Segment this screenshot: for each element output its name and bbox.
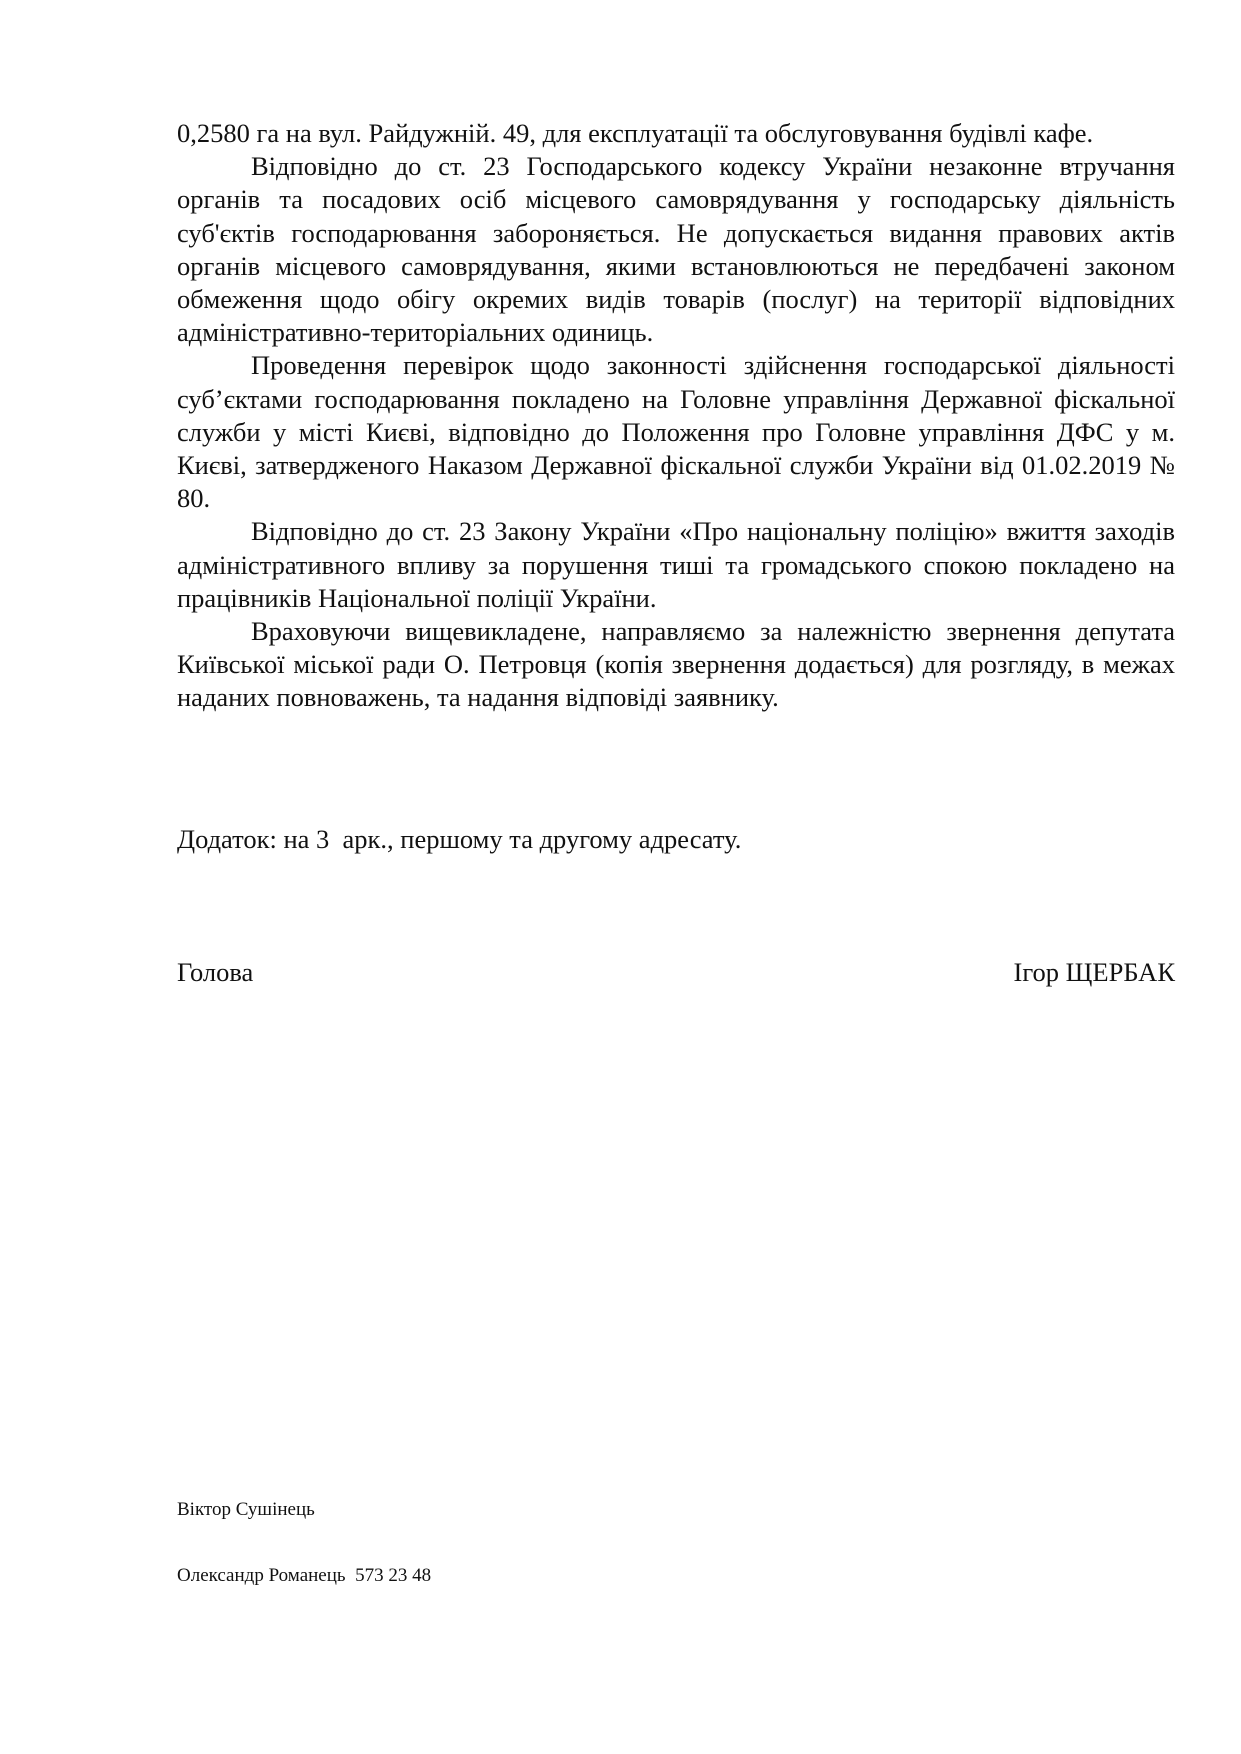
executor-line: Віктор Сушінець xyxy=(177,1499,315,1520)
signatory-title: Голова xyxy=(177,957,254,987)
paragraph-inspections: Проведення перевірок щодо законності здійснення господарської діяльності суб’єктами господарювання покладено на Головне управління Державної фіскальної служби у місті Києві, відповідно до Положення про Головне управління ДФС у м. Києві, затвердженого Наказом Державної фіскальної служби України від 01.02.2019 № 80. xyxy=(177,350,1175,514)
paragraph-conclusion: Враховуючи вищевикладене, направляємо за належністю звернення депутата Київської міської ради О. Петровця (копія звернення додається) для розгляду, в межах наданих повноважень, та надання відповіді заявнику. xyxy=(177,616,1175,713)
executors-block xyxy=(177,1455,431,1631)
signatory-name: Ігор ЩЕРБАК xyxy=(1013,957,1175,987)
paragraph-police-law: Відповідно до ст. 23 Закону України «Про національну поліцію» вжиття заходів адміністративного впливу за порушення тиші та громадського спокою покладено на працівників Національної поліції України. xyxy=(177,516,1175,613)
paragraph-commercial-code: Відповідно до ст. 23 Господарського кодексу України незаконне втручання органів та посадових осіб місцевого самоврядування у господарську діяльність суб'єктів господарювання забороняється. Не допускається видання правових актів органів місцевого самоврядування, якими встановлюються не передбачені законом обмеження щодо обігу окремих видів товарів (послуг) на території відповідних адміністративно-територіальних одиниць. xyxy=(177,151,1175,348)
executor-line: Олександр Романець 573 23 48 xyxy=(177,1565,432,1586)
paragraph-continuation: 0,2580 га на вул. Райдужній. 49, для експлуатації та обслуговування будівлі кафе. xyxy=(177,118,1094,148)
appendix-note: Додаток: на 3 арк., першому та другому адресату. xyxy=(177,824,742,854)
letter-body xyxy=(177,117,1175,715)
